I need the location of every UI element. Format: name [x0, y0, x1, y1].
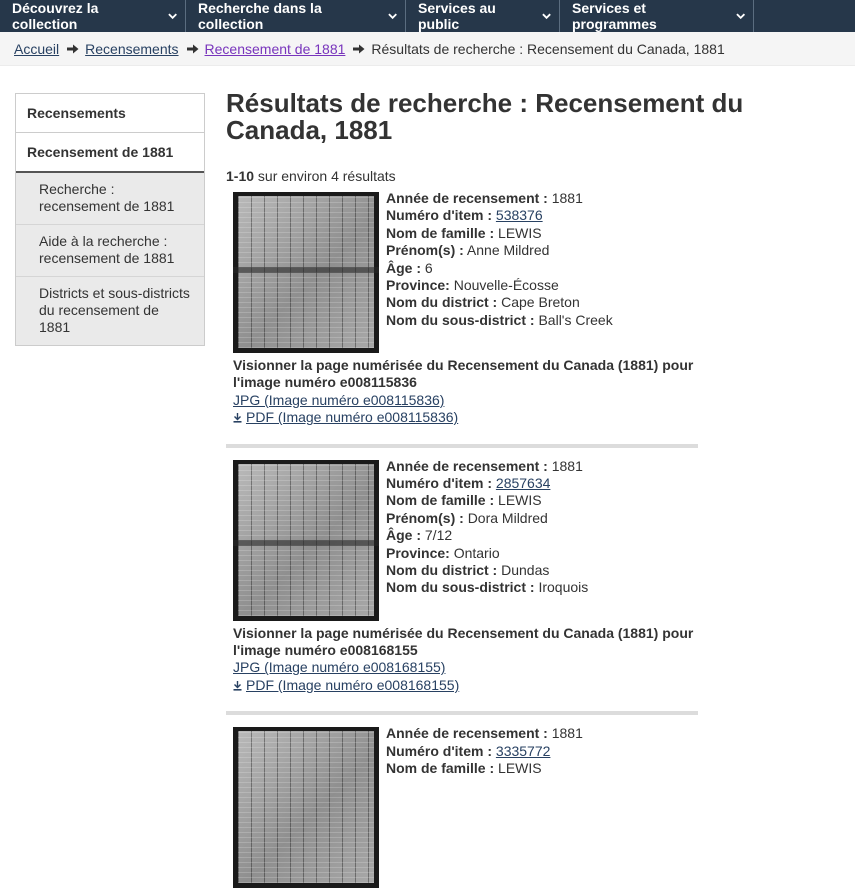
field-surname: Nom de famille : LEWIS	[386, 760, 542, 777]
sidebar-item-censuses[interactable]: Recensements	[16, 94, 204, 133]
item-number-link[interactable]: 2857634	[495, 475, 551, 492]
nav-label: Services et programmes	[572, 0, 657, 32]
result-separator	[226, 444, 698, 448]
field-surname: Nom de famille : LEWIS	[386, 224, 542, 241]
breadcrumb-home-link[interactable]: Accueil	[14, 40, 60, 57]
census-page-thumbnail[interactable]	[233, 192, 379, 353]
pdf-link[interactable]: PDF (Image numéro e008115836)	[246, 409, 459, 426]
sidebar-item-census-1881[interactable]: Recensement de 1881	[16, 133, 204, 173]
nav-services-programs[interactable]	[560, 0, 754, 32]
field-year: Année de recensement : 1881	[386, 725, 583, 742]
field-province: Province: Nouvelle-Écosse	[386, 277, 559, 294]
nav-discover-collection[interactable]	[0, 0, 186, 32]
page-title: Résultats de recherche : Recensement du Canada, 1881	[226, 88, 744, 145]
field-district: Nom du district : Cape Breton	[386, 294, 580, 311]
chevron-down-icon	[736, 11, 745, 21]
field-item: Numéro d'item : 538376	[386, 207, 543, 224]
field-subdistrict: Nom du sous-district : Iroquois	[386, 579, 589, 596]
result-fields	[386, 458, 588, 597]
item-number-link[interactable]: 538376	[495, 207, 543, 224]
sidebar-subitem-search-1881[interactable]: Recherche : recensement de 1881	[16, 173, 204, 225]
chevron-down-icon	[168, 11, 177, 21]
result-fields	[386, 190, 613, 329]
result-fields	[386, 725, 583, 777]
field-province: Province: Ontario	[386, 544, 500, 561]
nav-search-collection[interactable]	[186, 0, 406, 32]
field-given-names: Prénom(s) : Dora Mildred	[386, 509, 548, 526]
view-page-text: Visionner la page numérisée du Recensement du Canada (1881) pour l'image numéro e008168155	[233, 624, 694, 659]
census-page-thumbnail[interactable]	[233, 727, 379, 888]
view-page-text: Visionner la page numérisée du Recensement du Canada (1881) pour l'image numéro e008115836	[233, 357, 694, 391]
item-number-link[interactable]: 3335772	[495, 742, 551, 759]
top-nav	[0, 0, 855, 32]
result-item	[226, 192, 698, 427]
field-year: Année de recensement : 1881	[386, 457, 583, 474]
jpg-link[interactable]: JPG (Image numéro e008115836)	[233, 391, 445, 408]
result-count	[226, 168, 846, 184]
chevron-down-icon	[388, 11, 397, 21]
nav-label: Services au public	[418, 0, 496, 32]
breadcrumb-current: Résultats de recherche : Recensement du Canada, 1881	[371, 40, 725, 57]
field-subdistrict: Nom du sous-district : Ball's Creek	[386, 311, 613, 328]
census-page-thumbnail[interactable]	[233, 460, 379, 621]
field-age: Âge : 7/12	[386, 527, 453, 544]
nav-label: Découvrez la collection	[12, 0, 99, 32]
field-surname: Nom de famille : LEWIS	[386, 492, 542, 509]
chevron-down-icon	[542, 11, 551, 21]
field-item: Numéro d'item : 3335772	[386, 742, 551, 759]
field-given-names: Prénom(s) : Anne Mildred	[386, 242, 550, 259]
breadcrumb-census-1881-link[interactable]: Recensement de 1881	[204, 40, 346, 57]
arrow-right-icon	[353, 44, 365, 54]
breadcrumb-census-link[interactable]: Recensements	[85, 40, 179, 57]
arrow-right-icon	[67, 44, 79, 54]
sidebar-subitem-search-help-1881[interactable]: Aide à la recherche : recensement de 1881	[16, 225, 204, 277]
result-item	[226, 457, 698, 695]
sidebar-subitem-districts-1881[interactable]: Districts et sous-districts du recensement de 1881	[16, 277, 204, 345]
field-district: Nom du district : Dundas	[386, 562, 550, 579]
result-count-range: 1-10	[226, 168, 255, 184]
pdf-link[interactable]: PDF (Image numéro e008168155)	[246, 676, 460, 693]
result-separator	[226, 711, 698, 715]
nav-public-services[interactable]	[406, 0, 560, 32]
main-content	[226, 88, 846, 777]
field-age: Âge : 6	[386, 259, 433, 276]
sidebar	[15, 93, 205, 346]
breadcrumb	[0, 32, 855, 66]
jpg-link[interactable]: JPG (Image numéro e008168155)	[233, 659, 446, 676]
field-year: Année de recensement : 1881	[386, 190, 583, 206]
arrow-right-icon	[187, 44, 199, 54]
download-icon	[233, 681, 242, 691]
download-icon	[233, 413, 242, 423]
field-item: Numéro d'item : 2857634	[386, 475, 551, 492]
result-count-text: sur environ 4 résultats	[254, 168, 396, 184]
nav-label: Recherche dans la collection	[198, 0, 322, 32]
